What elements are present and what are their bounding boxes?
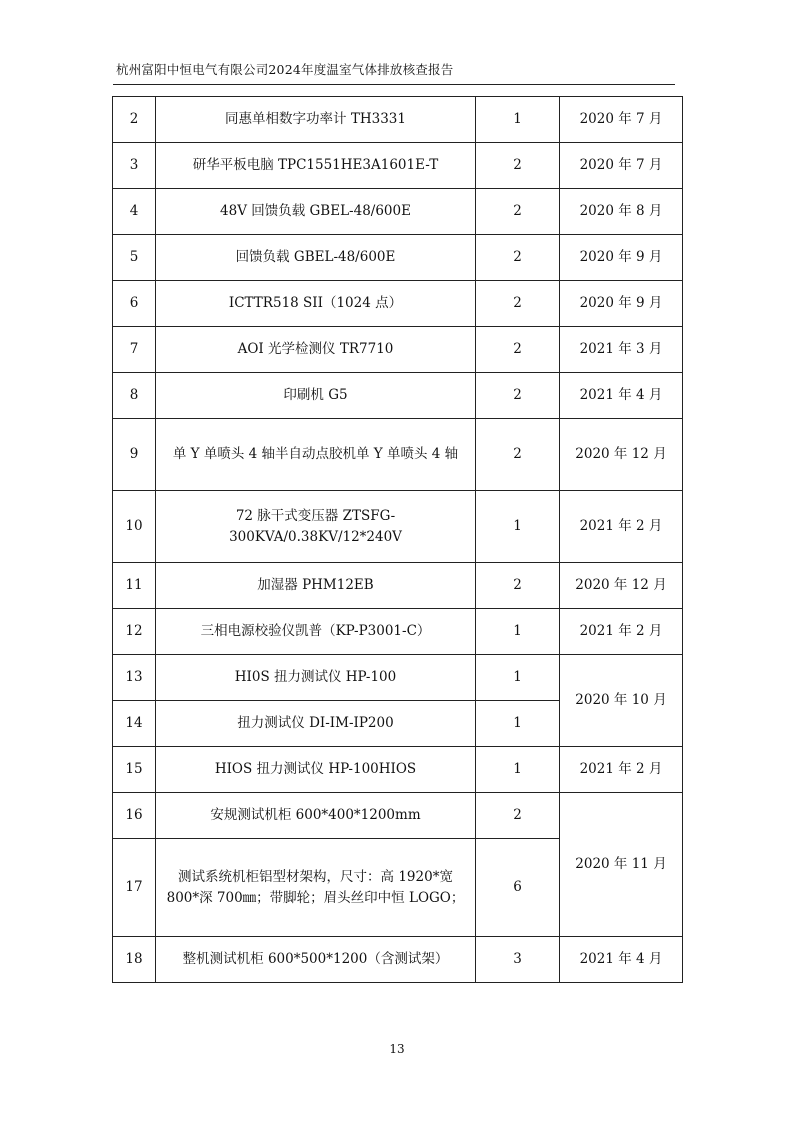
table-row xyxy=(113,937,683,983)
equipment-name: 48V 回馈负载 GBEL-48/600E xyxy=(156,189,476,235)
equipment-name: 单 Y 单喷头 4 轴半自动点胶机单 Y 单喷头 4 轴 xyxy=(156,419,476,491)
row-number: 18 xyxy=(113,937,156,983)
row-number: 10 xyxy=(113,491,156,563)
quantity: 2 xyxy=(476,563,560,609)
purchase-date: 2020 年 10 月 xyxy=(560,655,683,747)
equipment-name: HIOS 扭力测试仪 HP-100HIOS xyxy=(156,747,476,793)
table-row xyxy=(113,419,683,491)
quantity: 2 xyxy=(476,143,560,189)
table-row xyxy=(113,327,683,373)
row-number: 8 xyxy=(113,373,156,419)
header-rule xyxy=(113,84,675,85)
table-row xyxy=(113,491,683,563)
row-number: 14 xyxy=(113,701,156,747)
purchase-date: 2021 年 2 月 xyxy=(560,609,683,655)
equipment-name: 扭力测试仪 DI-IM-IP200 xyxy=(156,701,476,747)
table-row xyxy=(113,189,683,235)
page-number: 13 xyxy=(389,1042,405,1056)
table-row xyxy=(113,97,683,143)
quantity: 1 xyxy=(476,491,560,563)
quantity: 2 xyxy=(476,327,560,373)
table-row xyxy=(113,655,683,701)
purchase-date: 2021 年 2 月 xyxy=(560,491,683,563)
quantity: 2 xyxy=(476,373,560,419)
quantity: 6 xyxy=(476,839,560,937)
row-number: 17 xyxy=(113,839,156,937)
equipment-name: 印刷机 G5 xyxy=(156,373,476,419)
equipment-name-line-2: 800*深 700㎜；带脚轮；眉头丝印中恒 LOGO； xyxy=(166,889,465,906)
table-row xyxy=(113,793,683,839)
quantity: 1 xyxy=(476,655,560,701)
page-header: 杭州富阳中恒电气有限公司2024年度温室气体排放核查报告 xyxy=(116,62,454,77)
equipment-name: 研华平板电脑 TPC1551HE3A1601E-T xyxy=(156,143,476,189)
purchase-date: 2020 年 9 月 xyxy=(560,281,683,327)
row-number: 13 xyxy=(113,655,156,701)
row-number: 2 xyxy=(113,97,156,143)
quantity: 1 xyxy=(476,609,560,655)
equipment-name: 整机测试机柜 600*500*1200（含测试架） xyxy=(156,937,476,983)
row-number: 16 xyxy=(113,793,156,839)
table-row xyxy=(113,373,683,419)
purchase-date: 2020 年 7 月 xyxy=(560,97,683,143)
row-number: 6 xyxy=(113,281,156,327)
equipment-name: HI0S 扭力测试仪 HP-100 xyxy=(156,655,476,701)
row-number: 12 xyxy=(113,609,156,655)
equipment-name: ICTTR518 SII（1024 点） xyxy=(156,281,476,327)
row-number: 3 xyxy=(113,143,156,189)
purchase-date: 2021 年 2 月 xyxy=(560,747,683,793)
row-number: 5 xyxy=(113,235,156,281)
quantity: 1 xyxy=(476,701,560,747)
equipment-name: 加湿器 PHM12EB xyxy=(156,563,476,609)
equipment-name xyxy=(156,839,476,937)
table-row xyxy=(113,747,683,793)
quantity: 2 xyxy=(476,419,560,491)
table-row xyxy=(113,235,683,281)
purchase-date: 2020 年 9 月 xyxy=(560,235,683,281)
quantity: 1 xyxy=(476,97,560,143)
equipment-name: 72 脉干式变压器 ZTSFG-300KVA/0.38KV/12*240V xyxy=(156,491,476,563)
purchase-date: 2020 年 7 月 xyxy=(560,143,683,189)
table-row xyxy=(113,281,683,327)
quantity: 2 xyxy=(476,793,560,839)
table-row xyxy=(113,609,683,655)
quantity: 2 xyxy=(476,235,560,281)
equipment-name: 回馈负载 GBEL-48/600E xyxy=(156,235,476,281)
purchase-date: 2021 年 4 月 xyxy=(560,937,683,983)
table-row xyxy=(113,143,683,189)
equipment-name: AOI 光学检测仪 TR7710 xyxy=(156,327,476,373)
equipment-name-line-1: 测试系统机柜铝型材架构，尺寸：高 1920*宽 xyxy=(178,868,453,885)
quantity: 2 xyxy=(476,281,560,327)
quantity: 2 xyxy=(476,189,560,235)
purchase-date: 2020 年 8 月 xyxy=(560,189,683,235)
equipment-table xyxy=(112,96,683,983)
quantity: 1 xyxy=(476,747,560,793)
row-number: 11 xyxy=(113,563,156,609)
quantity: 3 xyxy=(476,937,560,983)
purchase-date: 2020 年 11 月 xyxy=(560,793,683,937)
row-number: 4 xyxy=(113,189,156,235)
row-number: 15 xyxy=(113,747,156,793)
equipment-name: 同惠单相数字功率计 TH3331 xyxy=(156,97,476,143)
purchase-date: 2020 年 12 月 xyxy=(560,563,683,609)
row-number: 7 xyxy=(113,327,156,373)
purchase-date: 2021 年 3 月 xyxy=(560,327,683,373)
purchase-date: 2020 年 12 月 xyxy=(560,419,683,491)
purchase-date: 2021 年 4 月 xyxy=(560,373,683,419)
table-row xyxy=(113,563,683,609)
equipment-name: 三相电源校验仪凯普（KP-P3001-C） xyxy=(156,609,476,655)
row-number: 9 xyxy=(113,419,156,491)
equipment-name: 安规测试机柜 600*400*1200mm xyxy=(156,793,476,839)
